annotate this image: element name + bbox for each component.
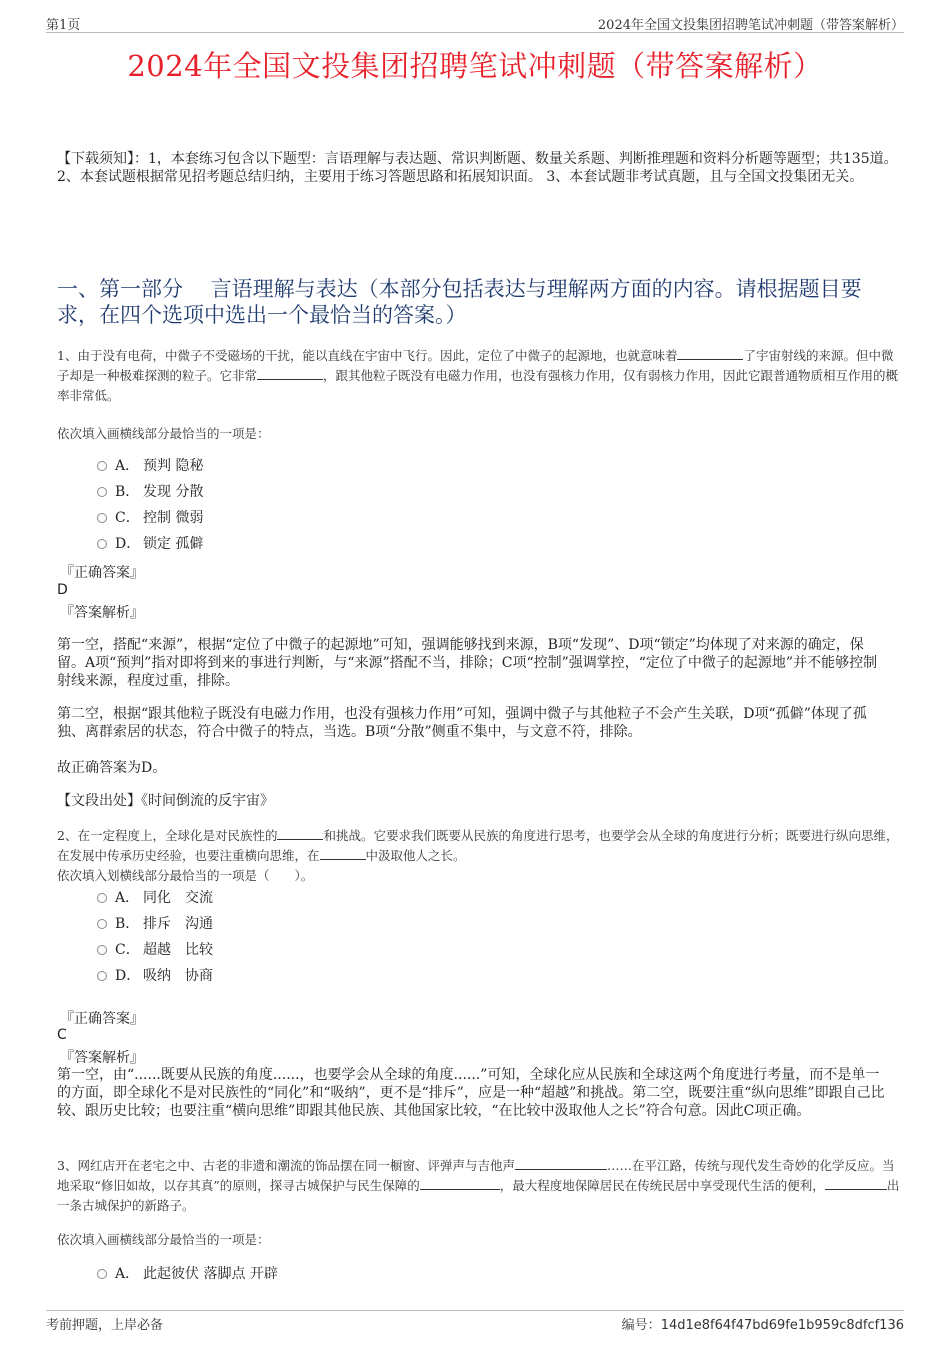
option-text: 排斥 沟通 — [143, 916, 213, 932]
q2-blank-2 — [320, 847, 366, 860]
document-id-value: 14d1e8f64f47bd69fe1b959c8dfcf136 — [660, 1318, 904, 1333]
option-letter: B． — [115, 484, 140, 500]
q1-blank-2 — [257, 367, 323, 380]
option-text: 控制 微弱 — [143, 510, 204, 526]
radio-icon[interactable] — [97, 971, 107, 981]
q1-analysis-conclusion: 故正确答案为D。 — [57, 760, 167, 776]
q1-source: 【文段出处】《时间倒流的反宇宙》 — [57, 793, 274, 809]
option-text: 此起彼伏 落脚点 开辟 — [143, 1266, 278, 1282]
q2-analysis: 第一空，由“......既要从民族的角度......，也要学会从全球的角度......”可知，全球化应从民族和全球这两个角度进行考量，而不是单一的方面，即全球化不是对民族性的“同化”和“吸纳”，更不是“排斥”，应是一种“超越”和挑战。第二空，既要注重“纵向思维”即跟自己比较、跟历史比较；也要注重“横向思维”即跟其他民族、其他国家比较，“在比较中汲取他人之长”符合句意。因此C项正确。 — [57, 1067, 885, 1119]
radio-icon[interactable] — [97, 513, 107, 523]
q3-blank-3 — [825, 1177, 887, 1190]
page-number: 第1页 — [46, 18, 81, 33]
question-3-stem — [57, 1156, 900, 1216]
q1-blank-1 — [677, 347, 743, 360]
option-text: 预判 隐秘 — [143, 458, 204, 474]
q1-text-part2: 了宇宙射线的来源。但中微子却是一种极难探测的粒子。它非常 — [57, 348, 894, 383]
q2-text-part1: 2、在一定程度上，全球化是对民族性的 — [57, 828, 278, 843]
option-text: 吸纳 协商 — [143, 968, 213, 984]
q2-prompt: 依次填入划横线部分最恰当的一项是（ ）。 — [57, 868, 314, 883]
q1-option-b[interactable] — [97, 482, 203, 502]
option-letter: C． — [115, 510, 140, 526]
download-notice: 【下载须知】：1，本套练习包含以下题型：言语理解与表达题、常识判断题、数量关系题、判断推理题和资料分析题等题型；共135道。 2、本套试题根据常见招考题总结归纳，主要用于练习答题思路和拓展知识面。 3、本套试题非考试真题，且与全国文投集团无关。 — [57, 151, 898, 185]
q1-text-part3: ，跟其他粒子既没有电磁力作用，也没有强核力作用，仅有弱核力作用，因此它跟普通物质相互作用的概率非常低。 — [57, 368, 899, 403]
q2-text-part3: 中汲取他人之长。 — [365, 848, 466, 863]
q2-answer-label: 『正确答案』 — [60, 1011, 144, 1027]
radio-icon[interactable] — [97, 945, 107, 955]
q2-option-d[interactable] — [97, 966, 213, 986]
radio-icon[interactable] — [97, 1269, 107, 1279]
option-letter: B． — [115, 916, 140, 932]
q1-analysis-para-2: 第二空，根据“跟其他粒子既没有电磁力作用，也没有强核力作用”可知，强调中微子与其他粒子不会产生关联，D项“孤僻”体现了孤独、离群索居的状态，符合中微子的特点，当选。B项“分散”侧重不集中，与文意不符，排除。 — [57, 706, 867, 740]
q2-option-a[interactable] — [97, 888, 213, 908]
q2-option-b[interactable] — [97, 914, 213, 934]
radio-icon[interactable] — [97, 893, 107, 903]
option-text: 发现 分散 — [143, 484, 204, 500]
option-letter: D． — [115, 536, 141, 552]
header-divider — [46, 32, 904, 33]
q3-option-a[interactable] — [97, 1264, 278, 1284]
q1-answer: D — [57, 582, 68, 598]
q1-option-a[interactable] — [97, 456, 203, 476]
option-text: 锁定 孤僻 — [143, 536, 204, 552]
q1-analysis-para-1: 第一空，搭配“来源”，根据“定位了中微子的起源地”可知，强调能够找到来源，B项“发现”、D项“锁定”均体现了对来源的确定，保留。A项“预判”指对即将到来的事进行判断，与“来源”搭配不当，排除；C项“控制”强调掌控，“定位了中微子的起源地”并不能够控制射线来源，程度过重，排除。 — [57, 637, 878, 689]
radio-icon[interactable] — [97, 919, 107, 929]
option-text: 超越 比较 — [143, 942, 213, 958]
q1-analysis-label: 『答案解析』 — [60, 605, 144, 621]
q2-blank-1 — [277, 827, 323, 840]
q2-analysis-label: 『答案解析』 — [60, 1050, 144, 1066]
q3-text-part3: ，最大程度地保障居民在传统民居中享受现代生活的便利， — [499, 1178, 825, 1193]
footer-divider — [46, 1310, 904, 1311]
option-letter: A． — [115, 458, 140, 474]
q3-prompt: 依次填入画横线部分最恰当的一项是： — [57, 1232, 270, 1247]
q1-option-d[interactable] — [97, 534, 203, 554]
q1-option-c[interactable] — [97, 508, 203, 528]
option-letter: D． — [115, 968, 141, 984]
footer-slogan: 考前押题，上岸必备 — [46, 1318, 164, 1333]
radio-icon[interactable] — [97, 487, 107, 497]
question-2-stem — [57, 826, 900, 866]
q3-blank-2 — [420, 1177, 500, 1190]
section-heading: 一、第一部分 言语理解与表达（本部分包括表达与理解两方面的内容。请根据题目要求，在四个选项中选出一个最恰当的答案。） — [57, 277, 862, 327]
radio-icon[interactable] — [97, 539, 107, 549]
option-text: 同化 交流 — [143, 890, 213, 906]
q3-blank-1 — [515, 1157, 607, 1170]
q2-answer: C — [57, 1027, 67, 1043]
question-1-stem — [57, 346, 900, 406]
q1-answer-label: 『正确答案』 — [60, 565, 144, 581]
q1-text-part1: 1、由于没有电荷，中微子不受磁场的干扰，能以直线在宇宙中飞行。因此，定位了中微子的起源地，也就意味着 — [57, 348, 678, 363]
option-letter: A． — [115, 890, 140, 906]
document-title: 2024年全国文投集团招聘笔试冲刺题（带答案解析） — [127, 49, 823, 83]
q3-text-part1: 3、网红店开在老宅之中、古老的非遗和潮流的饰品摆在同一橱窗、评弹声与吉他声 — [57, 1158, 515, 1173]
q1-prompt: 依次填入画横线部分最恰当的一项是： — [57, 426, 270, 441]
option-letter: A． — [115, 1266, 140, 1282]
q2-text-part2: 和挑战。它要求我们既要从民族的角度进行思考，也要学会从全球的角度进行分析；既要进行纵向思维，在发展中传承历史经验，也要注重横向思维，在 — [57, 828, 899, 863]
q2-option-c[interactable] — [97, 940, 213, 960]
document-id — [622, 1314, 904, 1333]
document-id-label: 编号： — [621, 1318, 661, 1333]
running-header: 2024年全国文投集团招聘笔试冲刺题（带答案解析） — [597, 18, 904, 33]
radio-icon[interactable] — [97, 461, 107, 471]
q3-text-part4: 出一条古城保护的新路子。 — [57, 1178, 900, 1213]
q3-text-part2: ……在平江路，传统与现代发生奇妙的化学反应。当地采取“修旧如故，以存其真”的原则，探寻古城保护与民生保障的 — [57, 1158, 895, 1193]
option-letter: C． — [115, 942, 140, 958]
